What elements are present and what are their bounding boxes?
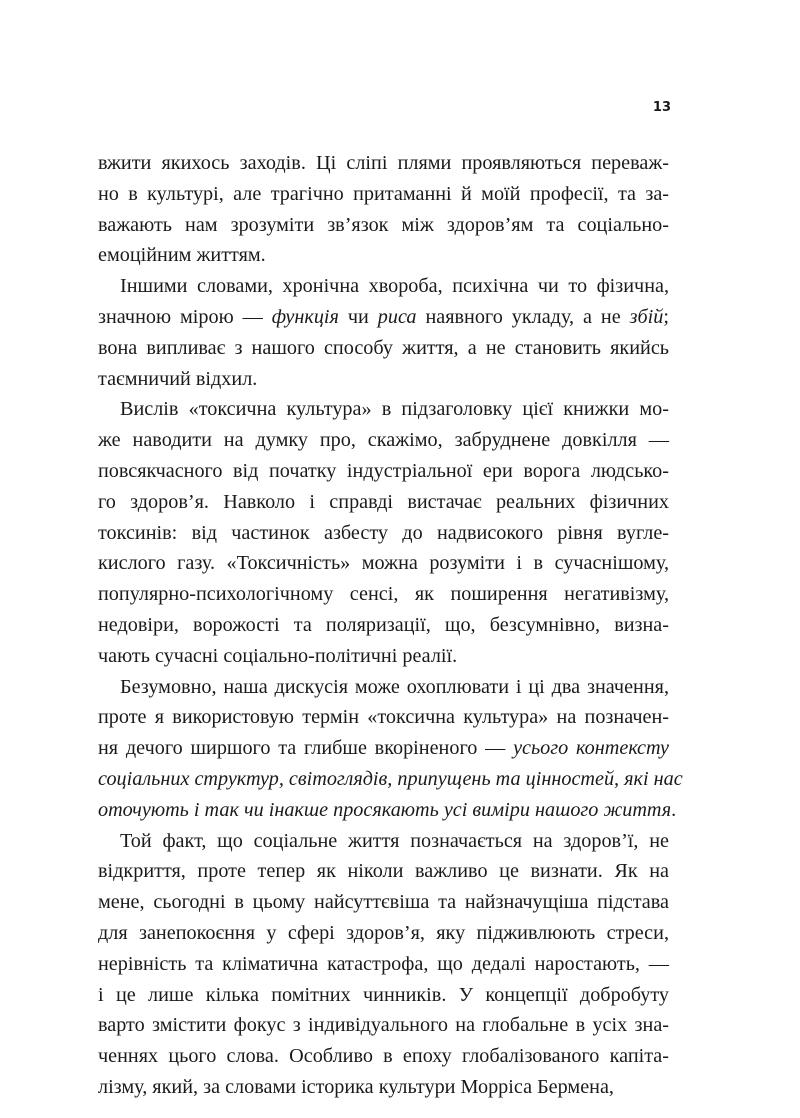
text-line bbox=[98, 210, 669, 241]
text-segment: недовіри, ворожості та поляризації, що, безсумнівно, визна- bbox=[98, 613, 669, 636]
text-segment: для занепокоєння у сфері здоров’я, яку підживлюють стреси, bbox=[98, 921, 669, 944]
text-segment: ня дечого ширшого та глибше вкоріненого — bbox=[98, 737, 514, 760]
text-line bbox=[98, 980, 669, 1011]
text-segment: нерівність та кліматична катастрофа, що дедалі наростають, — bbox=[98, 952, 669, 975]
text-line bbox=[98, 1041, 669, 1072]
paragraph bbox=[98, 148, 669, 271]
text-segment: токсинів: від частинок азбесту до надвисокого рівня вугле- bbox=[98, 521, 669, 544]
text-segment: Іншими словами, хронічна хвороба, психічна чи то фізична, bbox=[120, 275, 669, 298]
text-segment: лізму, який, за словами історика культури Морріса Бермена, bbox=[98, 1075, 614, 1098]
text-line bbox=[98, 425, 669, 456]
text-segment: ; bbox=[663, 305, 669, 328]
italic-text: риса bbox=[377, 305, 417, 328]
text-line bbox=[98, 1072, 669, 1103]
text-segment: повсякчасного від початку індустріальної ери ворога людсько- bbox=[98, 459, 669, 482]
text-segment: Той факт, що соціальне життя позначається на здоров’ї, не bbox=[120, 829, 669, 852]
text-line bbox=[98, 641, 669, 672]
italic-text: усього контексту bbox=[513, 737, 669, 760]
text-segment: мене, сьогодні в цьому найсуттєвіша та найзначущіша підстава bbox=[98, 891, 669, 914]
text-segment: вжити якихось заходів. Ці сліпі плями проявляються переваж- bbox=[98, 152, 669, 174]
body-text bbox=[98, 148, 683, 1103]
text-line bbox=[98, 579, 669, 610]
text-line bbox=[98, 887, 669, 918]
text-line bbox=[98, 733, 669, 764]
text-segment: го здоров’я. Навколо і справді вистачає реальних фізичних bbox=[98, 490, 669, 513]
text-segment: вона випливає з нашого способу життя, а не становить якийсь bbox=[98, 336, 669, 359]
text-line bbox=[98, 795, 677, 826]
paragraph bbox=[98, 394, 669, 671]
text-line bbox=[98, 672, 669, 703]
text-line bbox=[98, 918, 669, 949]
text-line bbox=[98, 394, 669, 425]
italic-text: соціальних структур, світоглядів, припущень та цінностей, які нас bbox=[98, 767, 683, 790]
text-segment: наявного укладу, а не bbox=[416, 305, 630, 328]
text-line bbox=[98, 949, 669, 980]
text-line bbox=[98, 271, 669, 302]
text-segment: ченнях цього слова. Особливо в епоху глобалізованого капіта- bbox=[98, 1045, 669, 1068]
text-line bbox=[98, 302, 669, 333]
text-line bbox=[98, 148, 669, 179]
text-line bbox=[98, 364, 669, 395]
text-line bbox=[98, 179, 669, 210]
text-segment: Вислів «токсична культура» в підзаголовку цієї книжки мо- bbox=[120, 398, 669, 421]
paragraph bbox=[98, 271, 669, 394]
text-line bbox=[98, 456, 669, 487]
italic-text: функція bbox=[271, 305, 339, 328]
paragraph bbox=[98, 826, 669, 1103]
text-segment: таємничий відхил. bbox=[98, 367, 258, 390]
text-segment: варто змістити фокус з індивідуального на глобальне в усіх зна- bbox=[98, 1014, 669, 1037]
text-segment: чають сучасні соціально-політичні реалії. bbox=[98, 644, 458, 667]
text-line bbox=[98, 826, 669, 857]
text-line bbox=[98, 333, 669, 364]
text-line bbox=[98, 856, 669, 887]
text-line bbox=[98, 240, 669, 271]
text-line bbox=[98, 487, 669, 518]
text-segment: важають нам зрозуміти зв’язок між здоров’ям та соціально- bbox=[98, 213, 669, 236]
text-segment: но в культурі, але трагічно притаманні й моїй професії, та за- bbox=[98, 182, 669, 205]
text-segment: значною мірою — bbox=[98, 305, 272, 328]
text-segment: емоційним життям. bbox=[98, 244, 266, 267]
text-segment: кислого газу. «Токсичність» можна розуміти і в сучаснішому, bbox=[98, 552, 669, 575]
text-line bbox=[98, 702, 669, 733]
text-line bbox=[98, 764, 683, 795]
text-line bbox=[98, 610, 669, 641]
text-segment: Безумовно, наша дискусія може охоплювати і ці два значення, bbox=[120, 675, 669, 698]
text-segment: відкриття, проте тепер як ніколи важливо це визнати. Як на bbox=[98, 860, 669, 883]
text-line bbox=[98, 518, 669, 549]
page-number: 13 bbox=[652, 100, 671, 115]
text-segment: . bbox=[671, 798, 677, 821]
italic-text: збій bbox=[629, 305, 664, 328]
italic-text: оточують і так чи інакше просякають усі виміри нашого життя bbox=[98, 798, 672, 821]
text-segment: проте я використовую термін «токсична культура» на позначен- bbox=[98, 706, 669, 729]
text-segment: популярно-психологічному сенсі, як поширення негативізму, bbox=[98, 583, 669, 606]
text-line bbox=[98, 1010, 669, 1041]
text-line bbox=[98, 548, 669, 579]
text-segment: і це лише кілька помітних чинників. У концепції добробуту bbox=[98, 983, 669, 1006]
paragraph bbox=[98, 672, 683, 826]
text-segment: чи bbox=[338, 305, 378, 328]
text-segment: же наводити на думку про, скажімо, забруднене довкілля — bbox=[98, 429, 669, 452]
